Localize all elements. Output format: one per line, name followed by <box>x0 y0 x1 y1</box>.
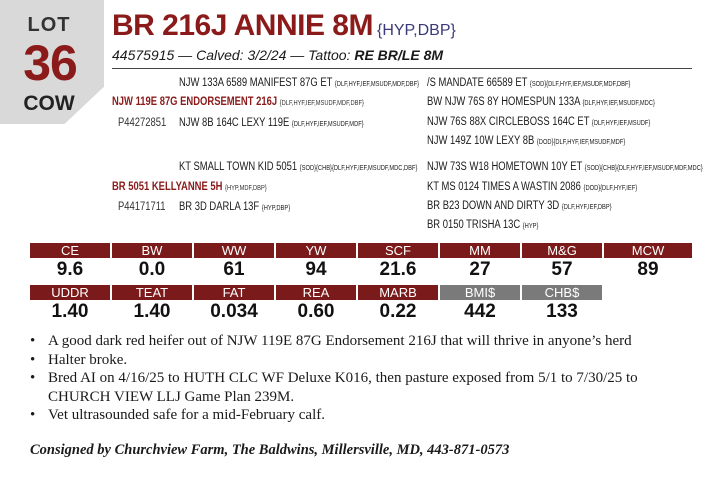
epd-label-scf: SCF <box>358 243 438 258</box>
pedigree-dds: BR B23 DOWN AND DIRTY 3D {DLF,HYF,IEF,DBP} <box>427 200 612 212</box>
animal-tags: {HYP,DBP} <box>376 22 456 39</box>
epd-label-ww: WW <box>194 243 274 258</box>
pedigree-dss: NJW 73S W18 HOMETOWN 10Y ET {SOD}{CHB}{DLF,HYF,IEF,MSUDF,MDF,MDC} <box>427 161 703 173</box>
tattoo-label: Tattoo: <box>308 47 351 63</box>
pedigree-dam-sire: KT SMALL TOWN KID 5051 {SOD}{CHB}{DLF,HYF,IEF,MSUDF,MDC,DBF} <box>179 161 418 173</box>
pedigree-sds: NJW 76S 88X CIRCLEBOSS 164C ET {DLF,HYF,IEF,MSUDF} <box>427 116 651 128</box>
pedigree-sire-reg: P44272851 <box>118 117 167 129</box>
epd-value-marb: 0.22 <box>379 301 417 322</box>
epd-value-chb: 133 <box>546 301 578 322</box>
reg-number: 44575915 <box>112 47 175 63</box>
pedigree-sss: /S MANDATE 66589 ET {SOD}{DLF,HYF,IEF,MSUDF,MDF,DBF} <box>427 77 631 89</box>
epd-value-ce: 9.6 <box>56 259 84 280</box>
pedigree-dam-dam: BR 3D DARLA 13F {HYP,DBP} <box>179 201 291 213</box>
lot-label: LOT <box>27 14 71 36</box>
epd-value-teat: 1.40 <box>133 301 171 322</box>
lot-number: 36 <box>23 35 77 91</box>
epd-label-mg: M&G <box>522 243 602 258</box>
epd-value-bmi: 442 <box>464 301 496 322</box>
pedigree-ssd: BW NJW 76S 8Y HOMESPUN 133A {DLF,HYF,IEF,MSUDF,MDC} <box>427 96 655 108</box>
animal-name <box>112 9 456 43</box>
epd-value-rea: 0.60 <box>297 301 335 322</box>
epd-label-ce: CE <box>30 243 110 258</box>
epd-value-ww: 61 <box>223 259 245 280</box>
epd-value-mg: 57 <box>551 259 573 280</box>
epd-label-rea: REA <box>276 285 356 300</box>
epd-label-teat: TEAT <box>112 285 192 300</box>
note-item: • Halter broke. <box>30 351 690 370</box>
epd-label-bmi: BMI$ <box>440 285 520 300</box>
pedigree-dsd: KT MS 0124 TIMES A WASTIN 2086 {DOD}{DLF,HYF,IEF} <box>427 181 638 193</box>
tattoo-value: RE BR/LE 8M <box>354 47 444 63</box>
epd-label-mcw: MCW <box>604 243 692 258</box>
calved-date: 3/2/24 <box>247 47 287 63</box>
animal-name-text: BR 216J ANNIE 8M <box>112 9 373 42</box>
pedigree-ddd: BR 0150 TRISHA 13C {HYP} <box>427 219 539 231</box>
epd-value-fat: 0.034 <box>210 301 258 322</box>
epd-value-uddr: 1.40 <box>51 301 89 322</box>
epd-value-scf: 21.6 <box>379 259 417 280</box>
epd-label-mm: MM <box>440 243 520 258</box>
epd-label-uddr: UDDR <box>30 285 110 300</box>
header-divider <box>112 68 692 69</box>
pedigree-sire-dam: NJW 8B 164C LEXY 119E {DLF,HYF,IEF,MSUDF,MDF} <box>179 117 364 129</box>
epd-value-mcw: 89 <box>637 259 659 280</box>
epd-label-marb: MARB <box>358 285 438 300</box>
epd-label-fat: FAT <box>194 285 274 300</box>
pedigree-sire-sire: NJW 133A 6589 MANIFEST 87G ET {DLF,HYF,IEF,MSUDF,MDF,DBF} <box>179 77 420 89</box>
registration-line: 44575915 — Calved: 3/2/24 — Tattoo: RE BR/LE 8M <box>112 47 444 63</box>
lot-sex: COW <box>23 92 75 115</box>
note-item: • A good dark red heifer out of NJW 119E 87G Endorsement 216J that will thrive in anyone’s herd <box>30 332 690 351</box>
epd-label-chb: CHB$ <box>522 285 602 300</box>
epd-value-bw: 0.0 <box>138 259 166 280</box>
pedigree-dam-reg: P44171711 <box>118 201 166 213</box>
notes-list <box>30 332 690 425</box>
pedigree-dam: BR 5051 KELLYANNE 5H {HYP,MDF,DBP} <box>112 181 267 193</box>
epd-value-yw: 94 <box>305 259 327 280</box>
epd-value-mm: 27 <box>469 259 491 280</box>
epd-label-yw: YW <box>276 243 356 258</box>
pedigree-sire: NJW 119E 87G ENDORSEMENT 216J {DLF,HYF,IEF,MSUDF,MDF,DBF} <box>112 96 364 108</box>
note-item: • Bred AI on 4/16/25 to HUTH CLC WF Deluxe K016, then pasture exposed from 5/1 to 7/30/25 to CHURCH VIEW LLJ Game Plan 239M. <box>30 369 690 406</box>
pedigree-sdd: NJW 149Z 10W LEXY 8B {DOD}{DLF,HYF,IEF,MSUDF,MDF} <box>427 135 626 147</box>
calved-label: Calved: <box>196 47 244 63</box>
consignor-line: Consigned by Churchview Farm, The Baldwins, Millersville, MD, 443-871-0573 <box>30 442 510 458</box>
epd-label-bw: BW <box>112 243 192 258</box>
note-item: • Vet ultrasounded safe for a mid-February calf. <box>30 406 690 425</box>
